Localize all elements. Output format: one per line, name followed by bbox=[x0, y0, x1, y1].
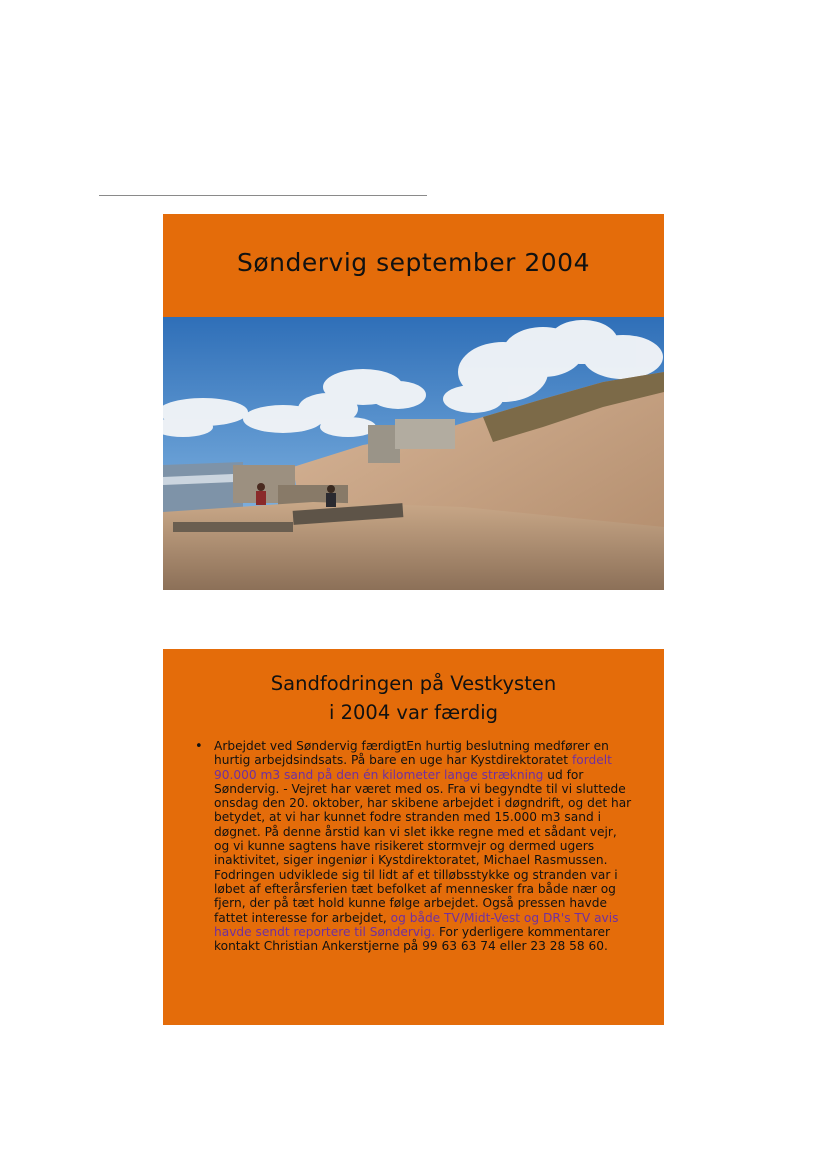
bullet-dot-icon: • bbox=[195, 739, 203, 754]
bullet-text-part2: ud for Søndervig. - Vejret har været med os. Fra vi begyndte til vi sluttede onsdag den 20. oktober, har skibene arbejdet i døgndrift, og det har betydet, at vi har kunnet fodre stranden med 15.000 m3 sand i døgnet. På denne årstid kan vi slet ikke regne med et sådant vejr, og vi kunne sagtens have risikeret stormvejr og dermed ugers inaktivitet, siger ingeniør i Kystdirektoratet, Michael Rasmussen. Fodringen udviklede sig til lidt af et tilløbsstykke og stranden var i løbet af efterårsferien tæt befolket af mennesker fra både nær og fjern, der på tæt hold kunne følge arbejdet. Også pressen havde fattet interesse for arbejdet, bbox=[214, 767, 632, 925]
slide2-title-line2: i 2004 var færdig bbox=[328, 701, 498, 724]
bullet-link-tv-reporters[interactable]: og både TV/Midt-Vest og DR's TV avis havde sendt reportere til Søndervig. bbox=[214, 910, 619, 939]
slide-sandfodring-text bbox=[163, 649, 664, 1025]
slide2-title bbox=[163, 669, 664, 727]
beach-photo bbox=[163, 317, 664, 590]
bullet-text bbox=[214, 739, 634, 953]
beach-photo-illustration bbox=[163, 317, 664, 590]
bullet-text-part1: Arbejdet ved Søndervig færdigtEn hurtig beslutning medfører en hurtig arbejdsindsats. På bare en uge har Kystdirektoratet bbox=[214, 739, 609, 768]
slide2-title-line1: Sandfodringen på Vestkysten bbox=[270, 672, 557, 695]
slide-sondervig-photo bbox=[163, 214, 664, 590]
bullet-text-part3: For yderligere kommentarer kontakt Christian Ankerstjerne på 99 63 63 74 eller 23 28 58 60. bbox=[214, 924, 611, 954]
header-rule bbox=[99, 195, 427, 196]
bullet-link-sand-distribution[interactable]: fordelt 90.000 m3 sand på den én kilometer lange strækning bbox=[214, 753, 612, 782]
slide1-title: Søndervig september 2004 bbox=[236, 248, 590, 277]
